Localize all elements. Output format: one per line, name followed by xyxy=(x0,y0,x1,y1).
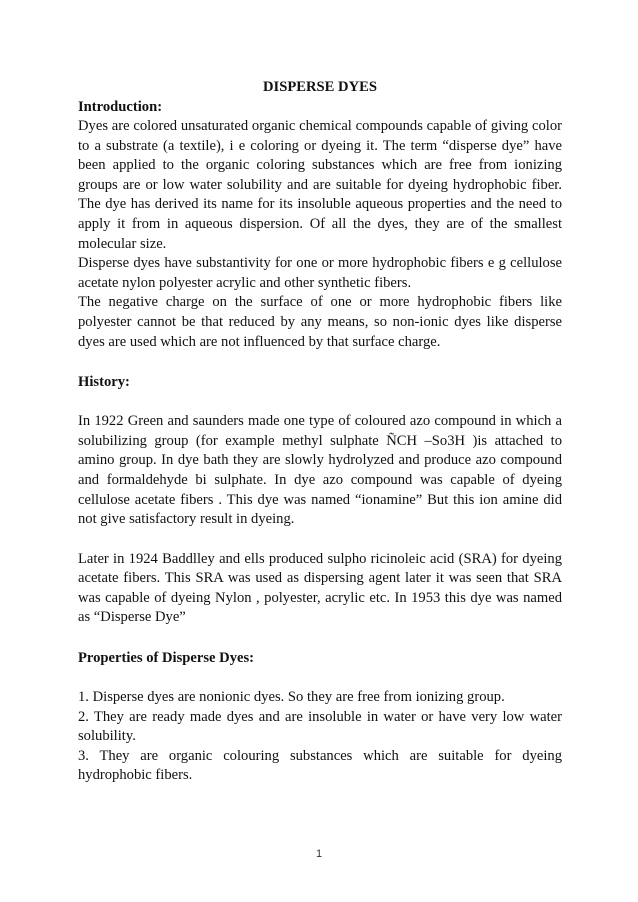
history-heading: History: xyxy=(78,374,130,391)
spacer xyxy=(78,668,562,688)
introduction-paragraph: The negative charge on the surface of one or more hydrophobic fibers like polyester cannot be that reduced by any means, so non-ionic dyes like disperse dyes are used which are not influenced by that surface charge. xyxy=(78,294,562,350)
properties-item: 3. They are organic colouring substances which are suitable for dyeing hydrophobic fibers. xyxy=(78,747,562,784)
properties-heading: Properties of Disperse Dyes: xyxy=(78,650,255,667)
introduction-heading: Introduction: xyxy=(78,99,163,115)
properties-item: 1. Disperse dyes are nonionic dyes. So they are free from ionizing group. xyxy=(78,689,505,706)
spacer xyxy=(78,628,562,648)
introduction-paragraph: Disperse dyes have substantivity for one or more hydrophobic fibers e g cellulose acetate nylon polyester acrylic and other synthetic fibers. xyxy=(78,255,562,291)
history-paragraph: Later in 1924 Baddlley and ells produced sulpho ricinoleic acid (SRA) for dyeing acetate fibers. This SRA was used as dispersing agent later it was seen that SRA was capable of dyeing Nylon , polyester, acrylic etc. In 1953 this dye was named as “Disperse Dye” xyxy=(78,550,562,626)
properties-item: 2. They are ready made dyes and are insoluble in water or have very low water solubility. xyxy=(78,708,562,745)
document-title: DISPERSE DYES xyxy=(263,79,377,95)
spacer xyxy=(78,530,562,550)
document-body xyxy=(78,77,562,786)
page-number: 1 xyxy=(315,848,323,860)
introduction-paragraph: Dyes are colored unsaturated organic chemical compounds capable of giving color to a substrate (a textile), i e coloring or dyeing it. The term “disperse dye” have been applied to the organic coloring substances which are free from ionizing groups are or low water solubility and are suitable for dyeing hydrophobic fiber. The dye has derived its name for its insoluble aqueous properties and the need to apply it from in aqueous dispersion. Of all the dyes, they are of the smallest molecular size. xyxy=(78,118,562,252)
spacer xyxy=(78,392,562,412)
spacer xyxy=(78,352,562,372)
history-paragraph: In 1922 Green and saunders made one type of coloured azo compound in which a solubilizing group (for example methyl sulphate ÑCH –So3H )is attached to amino group. In dye bath they are slowly hydrolyzed and produce azo compound and formaldehyde bi sulphate. In dye azo compound was capable of dyeing cellulose acetate fibers . This dye was named “ionamine” But this ion amine did not give satisfactory result in dyeing. xyxy=(78,413,562,528)
